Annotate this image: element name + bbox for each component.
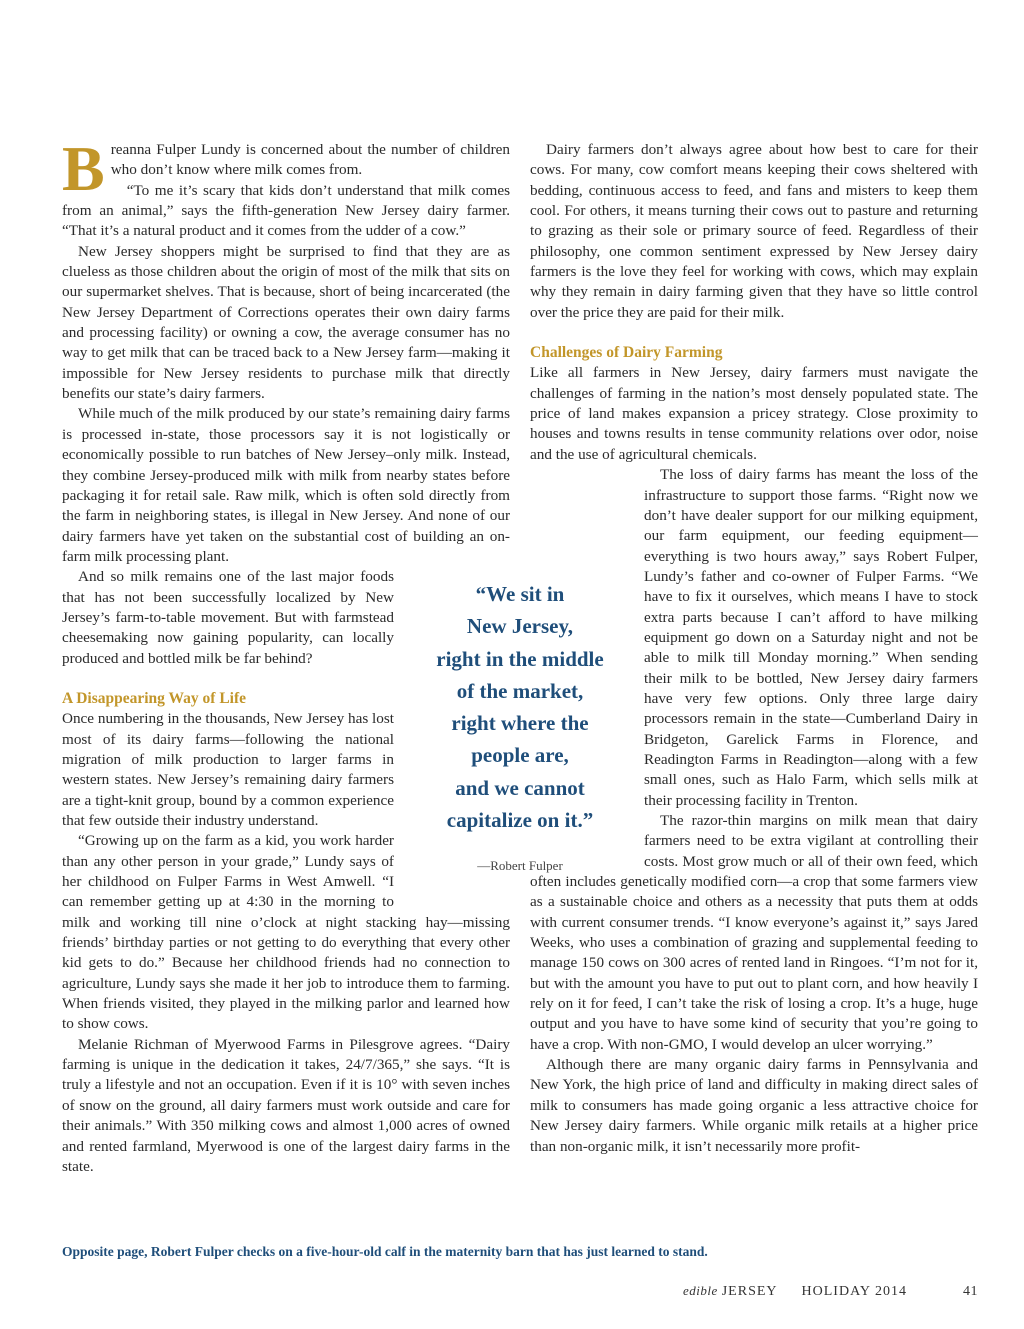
pull-quote-line: capitalize on it.” bbox=[446, 808, 594, 833]
paragraph: New Jersey shoppers might be surprised to find that they are as clueless as those children about the origin of most of the milk that sits on our supermarket shelves. That is because, short of being incarcerated (the New Jersey Department of Corrections operates their own dairy farms and processing facility) or owning a cow, the average consumer has no way to get milk that can be traced back to a New Jersey farm—making it impossible for New Jersey residents to purchase milk that directly benefits our state’s dairy farmers. bbox=[62, 242, 510, 403]
pull-quote-line: right where the bbox=[451, 711, 589, 736]
footer-brand-italic: edible bbox=[682, 1283, 718, 1298]
photo-caption: Opposite page, Robert Fulper checks on a five-hour-old calf in the maternity barn that has just learned to stand. bbox=[62, 1244, 708, 1259]
drop-cap: B bbox=[62, 133, 105, 204]
page-footer bbox=[600, 1283, 978, 1300]
paragraph: Melanie Richman of Myerwood Farms in Pilesgrove agrees. “Dairy farming is unique in the dedication it takes, 24/7/365,” she says. “It is truly a lifestyle and not an occupation. Even if it is 10° with seven inches of snow on the ground, all dairy farmers must work outside and care for their animals.” With 350 milking cows and almost 1,000 acres of owned and rented farmland, Myerwood is one of the largest dairy farms in the state. bbox=[62, 1035, 510, 1175]
paragraph: Although there are many organic dairy farms in Pennsylvania and New York, the high price of land and difficulty in making direct sales of milk to consumers has made going organic a less attractive choice for New Jersey dairy farmers. While organic milk retails at a higher price than non-organic milk, it isn’t necessarily more profit- bbox=[530, 1056, 978, 1155]
pull-quote-line: New Jersey, bbox=[466, 614, 574, 639]
article-right-column bbox=[530, 140, 978, 1157]
paragraph: Dairy farmers don’t always agree about how best to care for their cows. For many, cow comfort means keeping their cows sheltered with bedding, continuous access to feed, and fans and misters to keep them cool. For others, it means turning their cows out to pasture and returning to grazing as their sole or primary source of feed. Regardless of their philosophy, one common sentiment expressed by New Jersey dairy farmers is the love they feel for working with cows, which may explain why they remain in dairy farming given that they have so little control over the price they are paid for their milk. bbox=[530, 141, 978, 321]
pull-quote-line: people are, bbox=[471, 743, 569, 768]
paragraph: The loss of dairy farms has meant the loss of the infrastructure to support those farms. “Right now we don’t have dealer support for our milking equipment, our farm equipment, our feeding equipment—everything is two hours away,” says Robert Fulper, Lundy’s father and co-owner of Fulper Farms. “We have to fix it ourselves, which means I have to stock extra parts because I can’t afford to have milking equipment go down on a Saturday night and not be able to milk till Monday morning.” When sending their milk to be bottled, New Jersey dairy farmers have very few options. Only three large dairy processors remain in the state—Cumberland Dairy in Bridgeton, Garelick Farms in Florence, and Readington Farms in Readington—along with a few small ones, such as Halo Farm, which sells milk at their processing facility in Trenton. bbox=[644, 466, 978, 809]
footer-issue: HOLIDAY 2014 bbox=[801, 1284, 907, 1299]
subhead-challenges: Challenges of Dairy Farming bbox=[530, 344, 723, 362]
paragraph: “Growing up on the farm as a kid, you work harder than any other person in your grade,” Lundy says of her childhood on Fulper Farms in West Amwell. “I can remember getting up at 4:30 in the morning to milk and working till nine o’clock at night stacking hay—missing friends’ birthday parties or not getting to do everything that every other kid gets to do.” Because her childhood friends had no connection to agriculture, Lundy says she made it her job to introduce them to farming. When friends visited, they played in the milking parlor and learned how to show cows. bbox=[62, 832, 510, 1033]
pull-quote-line: of the market, bbox=[456, 678, 584, 703]
paragraph: And so milk remains one of the last major foods that has not been successfully localized by New Jersey’s farm-to-table movement. But with farmstead cheesemaking now gaining popularity, can locally produced and bottled milk be far behind? bbox=[62, 568, 394, 667]
paragraph: The razor-thin margins on milk mean that dairy farmers need to be extra vigilant at controlling their costs. Most grow much or all of their own feed, which often includes genetically modified corn—a crop that some farmers view as a sustainable choice and others as a necessity that puts them at odds with current consumer trends. “I know everyone’s against it,” says Jared Weeks, who uses a combination of grazing and supplemental feeding to manage 150 cows on 300 acres of rented land in Ringoes. “I’m not for it, but with the amount you have to put out to plant corn, and how heavily I rely on it for feed, I can’t take the risk of losing a crop. It’s a huge, huge output and you have to have some kind of security that you’re going to have a crop. With non-GMO, I would develop an ulcer worrying.” bbox=[530, 812, 978, 1053]
pull-quote-line: and we cannot bbox=[455, 775, 585, 800]
pull-quote-gutter-right bbox=[530, 485, 644, 870]
paragraph: Once numbering in the thousands, New Jersey has lost most of its dairy farms—following the national migration of milk production to larger farms in western states. New Jersey’s remaining dairy farmers are a tight-knit group, bound by a common experience that few outside their industry understand. bbox=[62, 710, 394, 829]
lead-paragraph: Breanna Fulper Lundy is concerned about the number of children who don’t know where milk comes from. bbox=[62, 133, 510, 204]
paragraph: “To me it’s scary that kids don’t understand that milk comes from an animal,” says the fifth-generation New Jersey dairy farmer. “That it’s a natural product and it comes from the udder of a cow.” bbox=[62, 181, 510, 240]
pull-quote-line: “We sit in bbox=[475, 582, 565, 606]
subhead-disappearing: A Disappearing Way of Life bbox=[62, 689, 247, 707]
paragraph: While much of the milk produced by our state’s remaining dairy farms is processed in-state, those processors say it is not logistically or economically possible to run batches of New Jersey–only milk. Instead, they combine Jersey-produced milk with milk from nearby states before packaging it for retail sale. Raw milk, which is often sold directly from the farm in neighboring states, is illegal in New Jersey. And none of our dairy farmers have yet taken on the substantial cost of building an on-farm milk processing plant. bbox=[62, 405, 510, 565]
paragraph: Like all farmers in New Jersey, dairy farmers must navigate the challenges of farming in the nation’s most densely populated state. The price of land makes expansion a pricey strategy. Close proximity to houses and towns results in tense community relations over odor, noise and the use of agricultural chemicals. bbox=[530, 364, 978, 463]
pull-quote-line: right in the middle bbox=[436, 646, 604, 671]
pull-quote-attribution: —Robert Fulper bbox=[477, 858, 563, 873]
footer-brand: JERSEY bbox=[721, 1284, 778, 1299]
page-number: 41 bbox=[963, 1284, 978, 1299]
